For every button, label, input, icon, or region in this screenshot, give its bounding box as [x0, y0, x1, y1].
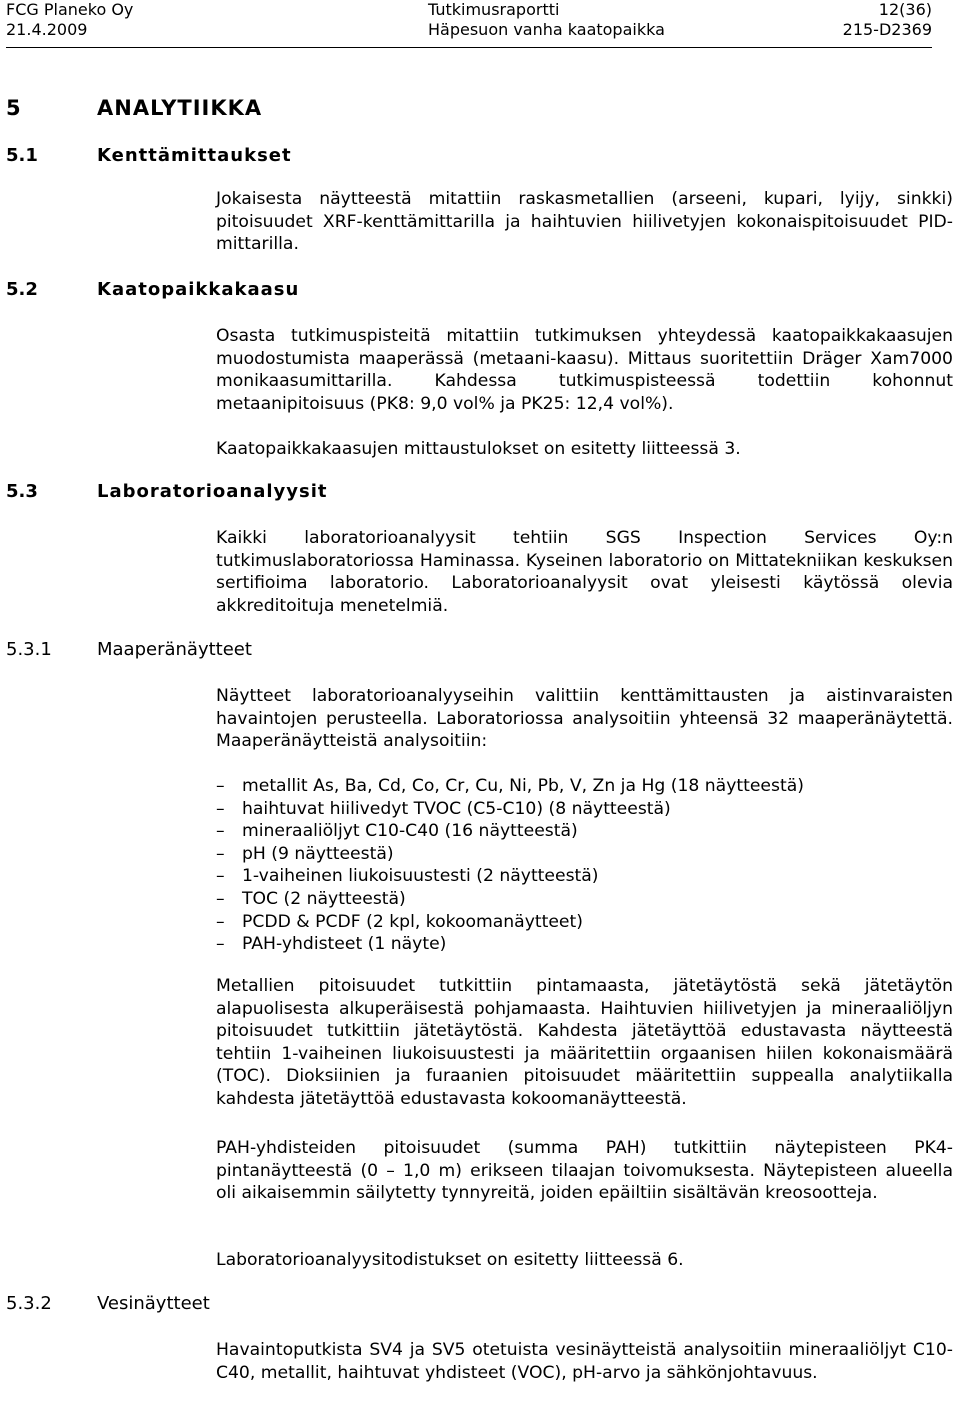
header-page: 12(36) [878, 0, 932, 19]
list-item-text: mineraaliöljyt C10-C40 (16 näytteestä) [242, 821, 578, 842]
subsection-heading-5-1 [6, 145, 292, 166]
dash-marker: – [216, 821, 225, 842]
subsection-title: Vesinäytteet [97, 1293, 210, 1314]
subsection-heading-5-2 [6, 279, 299, 300]
paragraph-pah: PAH-yhdisteiden pitoisuudet (summa PAH) tutkittiin näytepisteen PK4-pintanäytteestä (0 – 1,0 m) erikseen tilaajan toivomuksesta. Näytepisteen alueella oli aikaisemmin säilytetty tynnyreitä, joiden epäiltiin sisältävän kreosootteja. [216, 1138, 953, 1204]
subsection-number: 5.2 [6, 279, 38, 300]
list-item-text: PAH-yhdisteet (1 näyte) [242, 934, 447, 955]
paragraph-water-samples: Havaintoputkista SV4 ja SV5 otetuista vesinäytteistä analysoitiin mineraaliöljyt C10-C40, metallit, haihtuvat yhdisteet (VOC), pH-arvo ja sähkönjohtavuus. [216, 1340, 953, 1383]
header-date: 21.4.2009 [6, 20, 88, 39]
list-item-text: TOC (2 näytteestä) [242, 888, 406, 909]
dash-marker: – [216, 798, 225, 819]
list-item [216, 820, 804, 843]
list-item [216, 843, 804, 866]
dash-marker: – [216, 776, 225, 796]
subsection-title: Kenttämittaukset [97, 145, 292, 166]
paragraph-landfill-gas-results: Kaatopaikkakaasujen mittaustulokset on esitetty liitteessä 3. [216, 439, 741, 459]
header-rule [6, 47, 932, 48]
paragraph-field-measurements: Jokaisesta näytteestä mitattiin raskasmetallien (arseeni, kupari, lyijy, sinkki) pitoisuudet XRF-kenttämittarilla ja haihtuvien hiilivetyjen kokonaispitoisuudet PID-mittarilla. [216, 189, 953, 255]
header-company: FCG Planeko Oy [6, 0, 134, 19]
subsection-number: 5.3 [6, 481, 38, 502]
list-item-text: haihtuvat hiilivedyt TVOC (C5-C10) (8 näytteestä) [242, 798, 671, 819]
paragraph-soil-samples: Näytteet laboratorioanalyyseihin valittiin kenttämittausten ja aistinvaraisten havaintojen perusteella. Laboratoriossa analysoitiin yhteensä 32 maaperänäytettä. Maaperänäytteistä analysoitiin: [216, 686, 953, 752]
subsection-heading-5-3-1 [6, 639, 252, 660]
header-project: Häpesuon vanha kaatopaikka [428, 20, 665, 39]
list-item [216, 865, 804, 888]
dash-marker: – [216, 866, 225, 887]
list-item [216, 888, 804, 911]
subsection-title: Maaperänäytteet [97, 639, 252, 660]
subsection-number: 5.1 [6, 145, 38, 166]
section-number: 5 [6, 96, 22, 120]
paragraph-laboratory: Kaikki laboratorioanalyysit tehtiin SGS Inspection Services Oy:n tutkimuslaboratoriossa Haminassa. Kyseinen laboratorio on Mittatekniikan keskuksen sertifioima laboratorio. Laboratorioanalyysit ovat yleisesti käytössä olevia akkreditoituja menetelmiä. [216, 528, 953, 616]
list-item [216, 933, 804, 956]
paragraph-landfill-gas: Osasta tutkimuspisteitä mitattiin tutkimuksen yhteydessä kaatopaikkakaasujen muodostumista maaperässä (metaani-kaasu). Mittaus suoritettiin Dräger Xam7000 monikaasumittarilla. Kahdessa tutkimuspisteessä todettiin kohonnut metaanipitoisuus (PK8: 9,0 vol% ja PK25: 12,4 vol%). [216, 326, 953, 414]
section-title: ANALYTIIKKA [97, 96, 263, 120]
subsection-title: Kaatopaikkakaasu [97, 279, 300, 300]
subsection-heading-5-3 [6, 481, 328, 502]
dash-marker: – [216, 843, 225, 864]
paragraph-lab-certificates: Laboratorioanalyysitodistukset on esitetty liitteessä 6. [216, 1250, 684, 1270]
list-item-text: 1-vaiheinen liukoisuustesti (2 näytteestä) [242, 866, 599, 887]
dash-marker: – [216, 934, 225, 955]
list-item-text: pH (9 näytteestä) [242, 843, 394, 864]
subsection-number: 5.3.1 [6, 639, 52, 660]
paragraph-metals: Metallien pitoisuudet tutkittiin pintamaasta, jätetäytöstä sekä jätetäytön alapuolisesta alkuperäisestä pohjamaasta. Haihtuvien hiilivetyjen ja mineraaliöljyn pitoisuudet tutkittiin jätetäytöstä. Kahdesta jätetäyttöä edustavasta näytteestä tehtiin 1-vaiheinen liukoisuustesti ja määritettiin orgaanisen hiilen kokonaismäärä (TOC). Dioksiinien ja furaanien pitoisuudet määritettiin suppealla analytiikalla kahdesta jätetäyttöä edustavasta kokoomanäytteestä. [216, 976, 953, 1109]
subsection-title: Laboratorioanalyysit [97, 481, 328, 502]
subsection-number: 5.3.2 [6, 1293, 52, 1314]
list-item [216, 775, 804, 798]
dash-marker: – [216, 911, 225, 932]
list-item-text: metallit As, Ba, Cd, Co, Cr, Cu, Ni, Pb, V, Zn ja Hg (18 näytteestä) [242, 776, 804, 796]
analysis-list [216, 775, 804, 956]
list-item-text: PCDD & PCDF (2 kpl, kokoomanäytteet) [242, 911, 583, 932]
subsection-heading-5-3-2 [6, 1293, 210, 1314]
list-item [216, 911, 804, 934]
header-code: 215-D2369 [842, 20, 932, 39]
section-heading-5 [6, 96, 262, 120]
list-item [216, 798, 804, 821]
header-doc-type: Tutkimusraportti [428, 0, 560, 19]
dash-marker: – [216, 888, 225, 909]
